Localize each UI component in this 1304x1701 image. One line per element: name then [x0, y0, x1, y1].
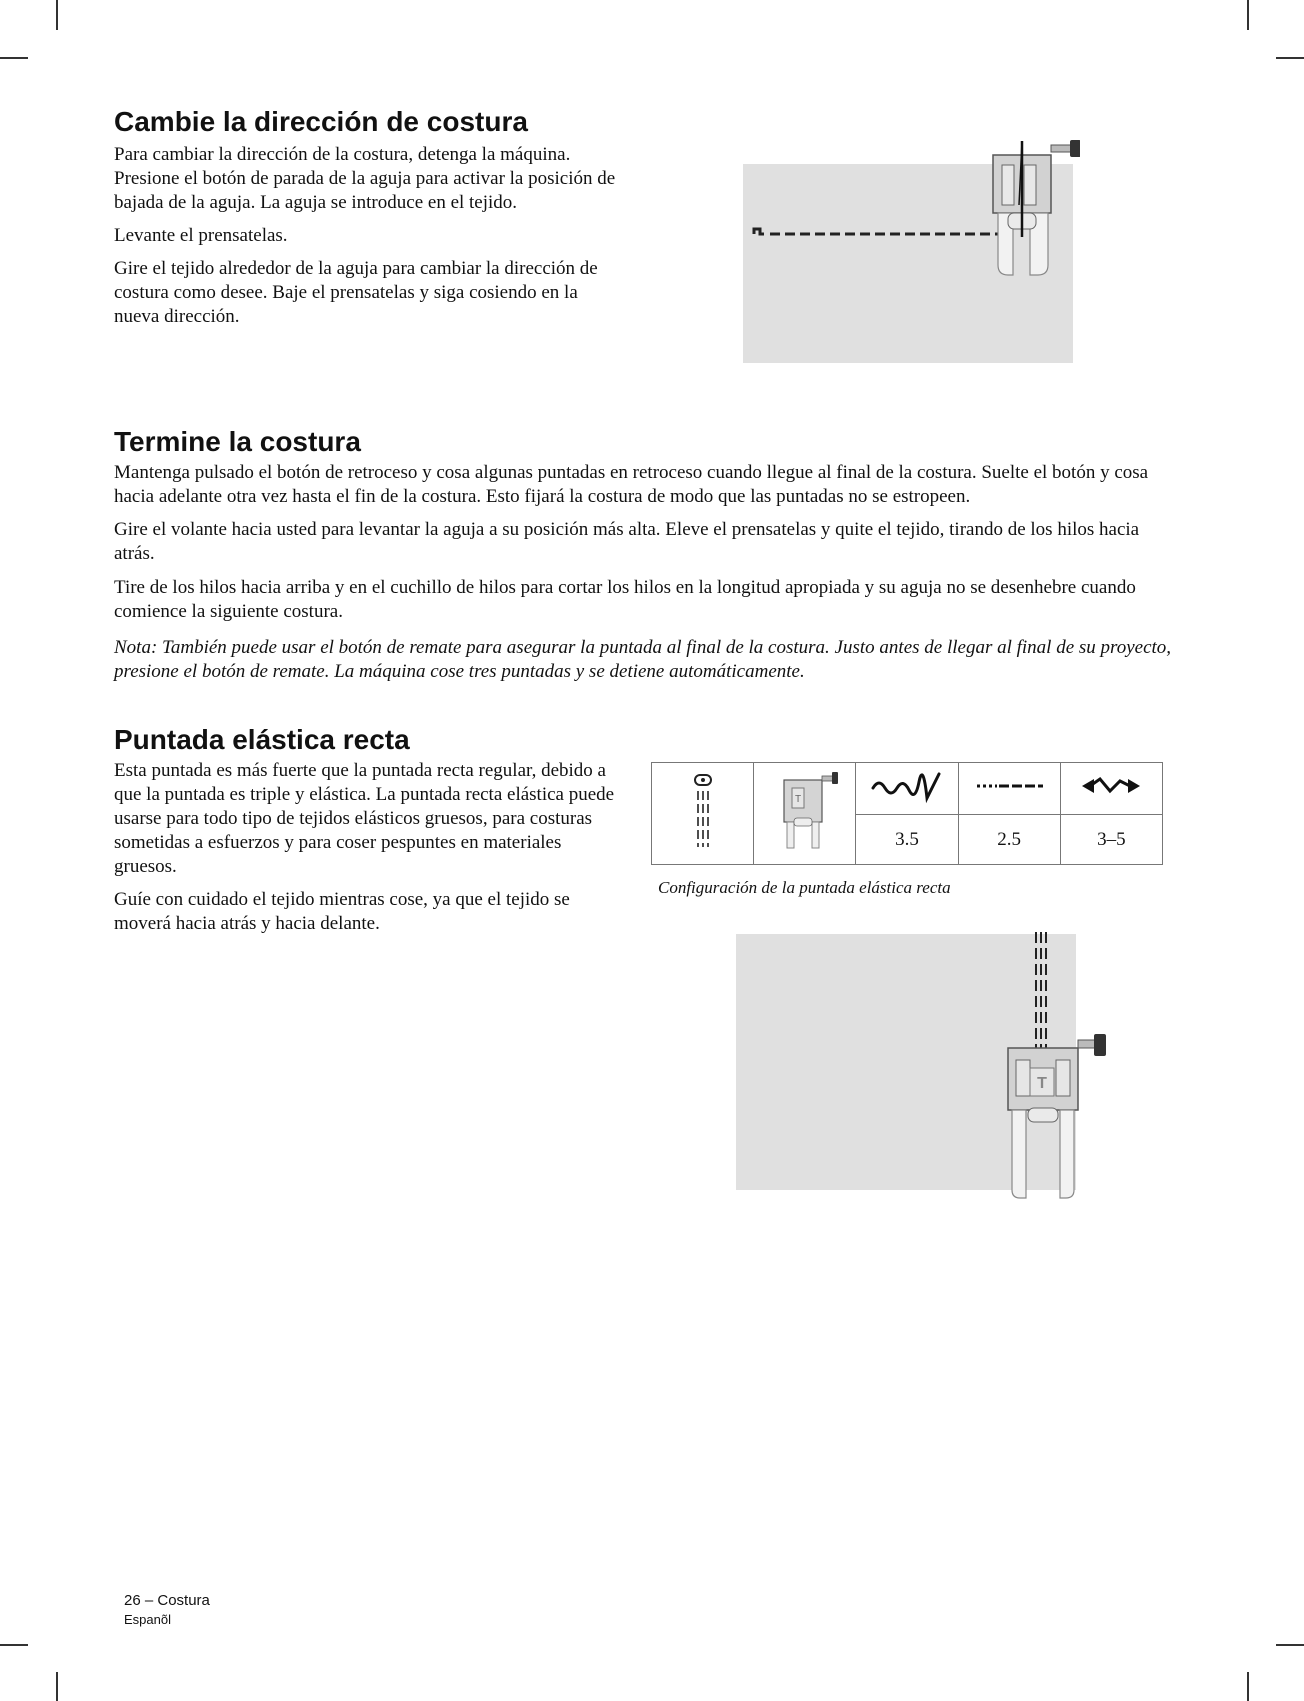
presser-foot-needle-down-illustration	[740, 135, 1080, 365]
crop-mark	[1276, 57, 1304, 59]
crop-mark	[0, 1644, 28, 1646]
svg-text:T: T	[1037, 1075, 1047, 1092]
paragraph: Levante el prensatelas.	[114, 225, 288, 246]
paragraph: Guíe con cuidado el tejido mientras cose, ya que el tejido se moverá hacia atrás y hacia delante.	[114, 889, 570, 934]
paragraph: Tire de los hilos hacia arriba y en el cuchillo de hilos para cortar los hilos en la longitud apropiada y su aguja no se desenhebre cuando comience la siguiente costura.	[114, 577, 1136, 622]
stitch-width-icon	[856, 763, 958, 815]
presser-foot-t-icon	[754, 763, 856, 865]
triple-stretch-stitch-icon	[652, 763, 754, 865]
note-paragraph: Nota: También puede usar el botón de remate para asegurar la puntada al final de la costura. Justo antes de llegar al final de su proyecto, presione el botón de remate. La máquina cose tres puntadas y se detiene automáticamente.	[114, 637, 1172, 682]
paragraph: Mantenga pulsado el botón de retroceso y cosa algunas puntadas en retroceso cuando llegue al final de la costura. Suelte el botón y cosa hacia adelante otra vez hasta el fin de la costura. Esto fijará la costura de modo que las puntadas no se estropeen.	[114, 462, 1149, 507]
crop-mark	[0, 57, 28, 59]
section-heading-change-direction: Cambie la dirección de costura	[114, 106, 528, 137]
stitch-length-value: 2.5	[958, 815, 1060, 865]
stitch-balance-icon	[1060, 763, 1162, 815]
crop-mark	[1247, 0, 1249, 30]
table-caption: Configuración de la puntada elástica recta	[658, 878, 951, 897]
crop-mark	[56, 1672, 58, 1701]
stitch-settings-table	[651, 762, 1163, 865]
language-label: Espanõl	[124, 1612, 171, 1627]
paragraph: Gire el tejido alrededor de la aguja para cambiar la dirección de costura como desee. Baje el prensatelas y siga cosiendo en la nueva dirección.	[114, 258, 598, 327]
paragraph: Gire el volante hacia usted para levantar la aguja a su posición más alta. Eleve el prensatelas y quite el tejido, tirando de los hilos hacia atrás.	[114, 519, 1140, 564]
crop-mark	[1247, 1672, 1249, 1701]
paragraph: Esta puntada es más fuerte que la puntada recta regular, debido a que la puntada es triple y elástica. La puntada recta elástica puede usarse para todo tipo de tejidos elásticos gruesos, para costuras sometidas a esfuerzos y para coser pespuntes en materiales gruesos.	[114, 760, 615, 877]
presser-foot-t-sewing-illustration	[730, 928, 1120, 1208]
section-heading-finish-seam: Termine la costura	[114, 426, 361, 457]
stitch-balance-value: 3–5	[1060, 815, 1162, 865]
svg-text:T: T	[794, 793, 801, 805]
stitch-width-value: 3.5	[856, 815, 958, 865]
paragraph: Para cambiar la dirección de la costura, detenga la máquina. Presione el botón de parada de la aguja para activar la posición de bajada de la aguja. La aguja se introduce en el tejido.	[114, 144, 616, 213]
page-number: 26 – Costura	[124, 1592, 210, 1609]
crop-mark	[56, 0, 58, 30]
section-heading-stretch-stitch: Puntada elástica recta	[114, 724, 410, 755]
crop-mark	[1276, 1644, 1304, 1646]
stitch-length-icon	[958, 763, 1060, 815]
